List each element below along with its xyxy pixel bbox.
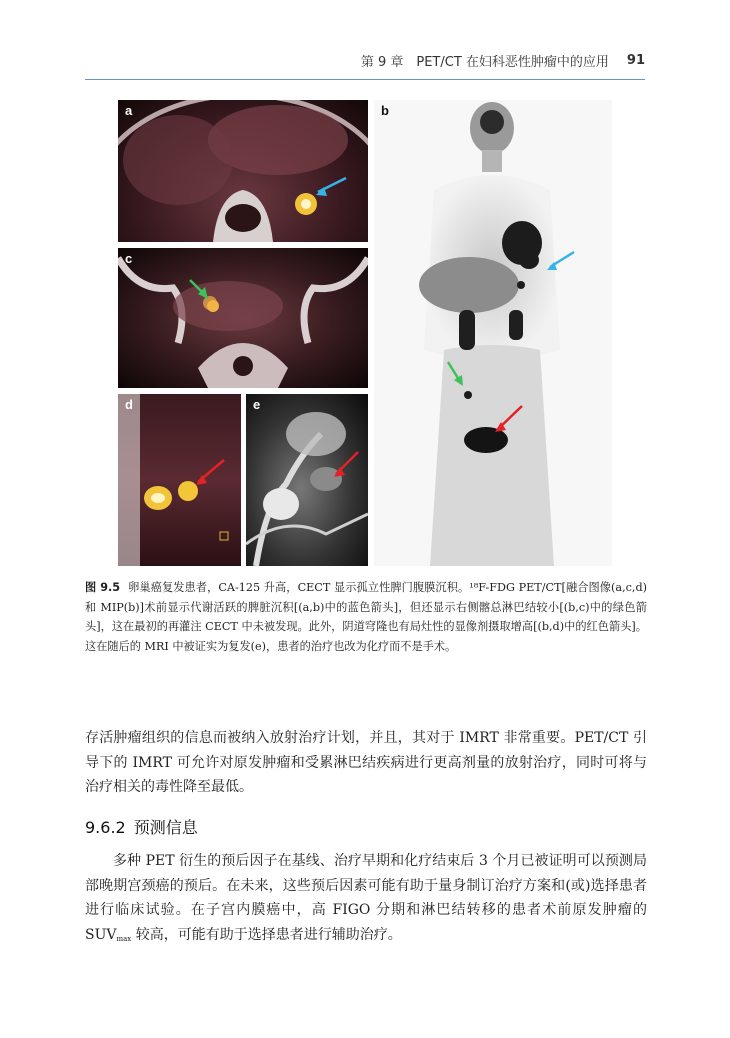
header-rule xyxy=(85,79,645,80)
figure-number: 图 9.5 xyxy=(85,581,121,594)
body-paragraph: 存活肿瘤组织的信息而被纳入放射治疗计划，并且，其对于 IMRT 非常重要。PET/CT 引导下的 IMRT 可允许对原发肿瘤和受累淋巴结疾病进行更高剂量的放射治疗，同时可将与治疗相关的毒性降至最低。 xyxy=(85,730,647,795)
panel-d-image xyxy=(118,394,241,566)
page-number: 91 xyxy=(626,52,645,68)
node-hotspot xyxy=(207,300,219,312)
panel-label-a: a xyxy=(125,103,133,118)
figure-caption xyxy=(85,578,647,656)
panel-c-image xyxy=(118,248,368,388)
figure-panel-d xyxy=(118,394,241,566)
caption-text: 卵巢癌复发患者，CA-125 升高，CECT 显示孤立性脾门腹膜沉积。¹⁸F-FDG PET/CT[融合图像(a,c,d)和 MIP(b)]术前显示代谢活跃的脾脏沉积[(a,b)中的蓝色箭头]，但还显示右侧髂总淋巴结较小[(b,c)中的绿色箭头]，这在最初的再灌注 CECT 中未被发现。此外，阴道穹隆也有局灶性的显像剂摄取增高[(b,d)中的红色箭头]。这在随后的 MRI 中被证实为复发(e)，患者的治疗也改为化疗而不是手术。 xyxy=(85,581,647,653)
body-paragraph xyxy=(85,849,647,951)
panel-label-c: c xyxy=(125,251,133,266)
running-header xyxy=(85,48,645,72)
figure-panel-e xyxy=(246,394,368,566)
panel-e-image xyxy=(246,394,368,566)
panel-label-b: b xyxy=(381,103,389,118)
section-heading xyxy=(85,815,198,838)
panel-label-d: d xyxy=(125,397,133,412)
vaginal-vault-hotspot xyxy=(178,481,198,501)
paragraph-text-end: 较高，可能有助于选择患者进行辅助治疗。 xyxy=(131,926,402,943)
subscript-max: max xyxy=(116,934,132,943)
figure-panel-a xyxy=(118,100,368,242)
chapter-title: 第 9 章 PET/CT 在妇科恶性肿瘤中的应用 xyxy=(360,54,609,70)
panel-label-e: e xyxy=(253,397,261,412)
section-title: 预测信息 xyxy=(133,818,198,837)
panel-b-image xyxy=(374,100,612,566)
figure-panel-c xyxy=(118,248,368,388)
section-number: 9.6.2 xyxy=(85,818,126,837)
panel-a-image xyxy=(118,100,368,242)
figure-panel-b xyxy=(374,100,612,566)
paragraph-text: 多种 PET 衍生的预后因子在基线、治疗早期和化疗结束后 3 个月已被证明可以预测局部晚期宫颈癌的预后。在未来，这些预后因素可能有助于量身制订治疗方案和(或)选择患者进行临床试验。在子宫内膜癌中，高 FIGO 分期和淋巴结转移的患者术前原发肿瘤的 SUV xyxy=(85,853,647,943)
